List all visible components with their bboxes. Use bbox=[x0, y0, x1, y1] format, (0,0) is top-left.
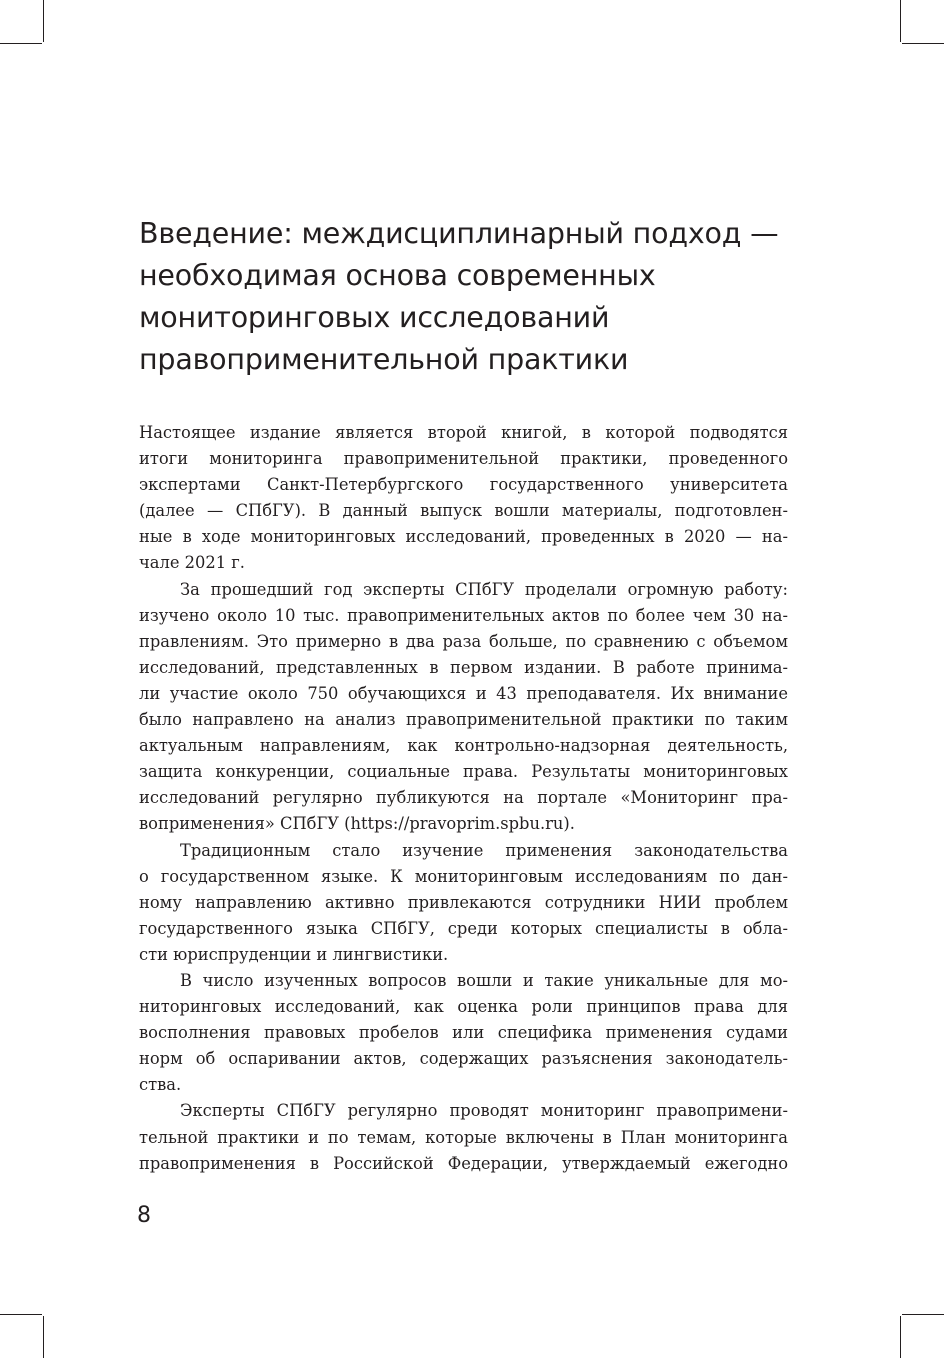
crop-mark-top-right-horizontal bbox=[902, 43, 944, 44]
crop-mark-bottom-right-vertical bbox=[900, 1316, 901, 1358]
text-line: исследований, представленных в первом издании. В работе принима- bbox=[139, 657, 788, 677]
text-line: тельной практики и по темам, которые включены в План мониторинга bbox=[139, 1127, 788, 1147]
text-line: о государственном языке. К мониторинговым исследованиям по дан- bbox=[139, 866, 788, 886]
text-line: воприменения» СПбГУ (https://pravoprim.spbu.ru). bbox=[139, 814, 575, 834]
chapter-title-line: необходимая основа современных bbox=[139, 259, 656, 292]
paragraph-3 bbox=[139, 838, 788, 968]
paragraph-2 bbox=[139, 577, 788, 838]
text-line: ному направлению активно привлекаются сотрудники НИИ проблем bbox=[139, 892, 788, 912]
text-line: За прошедший год эксперты СПбГУ проделали огромную работу: bbox=[180, 579, 788, 599]
text-line: В число изученных вопросов вошли и такие уникальные для мо- bbox=[180, 970, 788, 990]
text-line: правлениям. Это примерно в два раза больше, по сравнению с объемом bbox=[139, 631, 788, 651]
text-line: ные в ходе мониторинговых исследований, проведенных в 2020 — на- bbox=[139, 527, 788, 547]
crop-mark-bottom-left-vertical bbox=[43, 1316, 44, 1358]
text-line: было направлено на анализ правоприменительной практики по таким bbox=[139, 710, 788, 730]
crop-mark-bottom-left-horizontal bbox=[0, 1314, 42, 1315]
crop-mark-bottom-right-horizontal bbox=[902, 1314, 944, 1315]
text-line: итоги мониторинга правоприменительной практики, проведенного bbox=[139, 449, 788, 469]
text-line: (далее — СПбГУ). В данный выпуск вошли материалы, подготовлен- bbox=[139, 501, 788, 521]
text-line: норм об оспаривании актов, содержащих разъяснения законодатель- bbox=[139, 1049, 788, 1069]
chapter-title-line: правоприменительной практики bbox=[139, 343, 629, 376]
text-line: правоприменения в Российской Федерации, утверждаемый ежегодно bbox=[139, 1153, 788, 1173]
text-line: защита конкуренции, социальные права. Результаты мониторинговых bbox=[139, 762, 788, 782]
text-line: сти юриспруденции и лингвистики. bbox=[139, 944, 449, 964]
crop-mark-top-left-horizontal bbox=[0, 43, 42, 44]
text-line: изучено около 10 тыс. правоприменительных актов по более чем 30 на- bbox=[139, 605, 788, 625]
paragraph-4 bbox=[139, 968, 788, 1098]
text-line: исследований регулярно публикуются на портале «Мониторинг пра- bbox=[139, 788, 788, 808]
text-line: ниторинговых исследований, как оценка роли принципов права для bbox=[139, 997, 788, 1017]
crop-mark-top-right-vertical bbox=[900, 0, 901, 42]
text-line: чале 2021 г. bbox=[139, 553, 245, 573]
chapter-title-line: мониторинговых исследований bbox=[139, 301, 610, 334]
paragraph-1 bbox=[139, 420, 788, 577]
page-number: 8 bbox=[137, 1203, 151, 1228]
text-line: Традиционным стало изучение применения законодательства bbox=[180, 840, 788, 860]
chapter-title-line: Введение: междисциплинарный подход — bbox=[139, 217, 779, 250]
chapter-title bbox=[139, 213, 839, 381]
text-line: восполнения правовых пробелов или специфика применения судами bbox=[139, 1023, 788, 1043]
text-line: Настоящее издание является второй книгой, в которой подводятся bbox=[139, 423, 788, 442]
text-line: Эксперты СПбГУ регулярно проводят мониторинг правопримени- bbox=[180, 1101, 788, 1121]
crop-mark-top-left-vertical bbox=[43, 0, 44, 42]
body-text bbox=[139, 420, 788, 1177]
text-line: экспертами Санкт-Петербургского государственного университета bbox=[139, 475, 788, 495]
text-line: актуальным направлениям, как контрольно-надзорная деятельность, bbox=[139, 736, 788, 756]
text-line: государственного языка СПбГУ, среди которых специалисты в обла- bbox=[139, 918, 788, 938]
paragraph-5 bbox=[139, 1098, 788, 1176]
text-line: ства. bbox=[139, 1075, 182, 1095]
text-line: ли участие около 750 обучающихся и 43 преподавателя. Их внимание bbox=[139, 683, 788, 703]
